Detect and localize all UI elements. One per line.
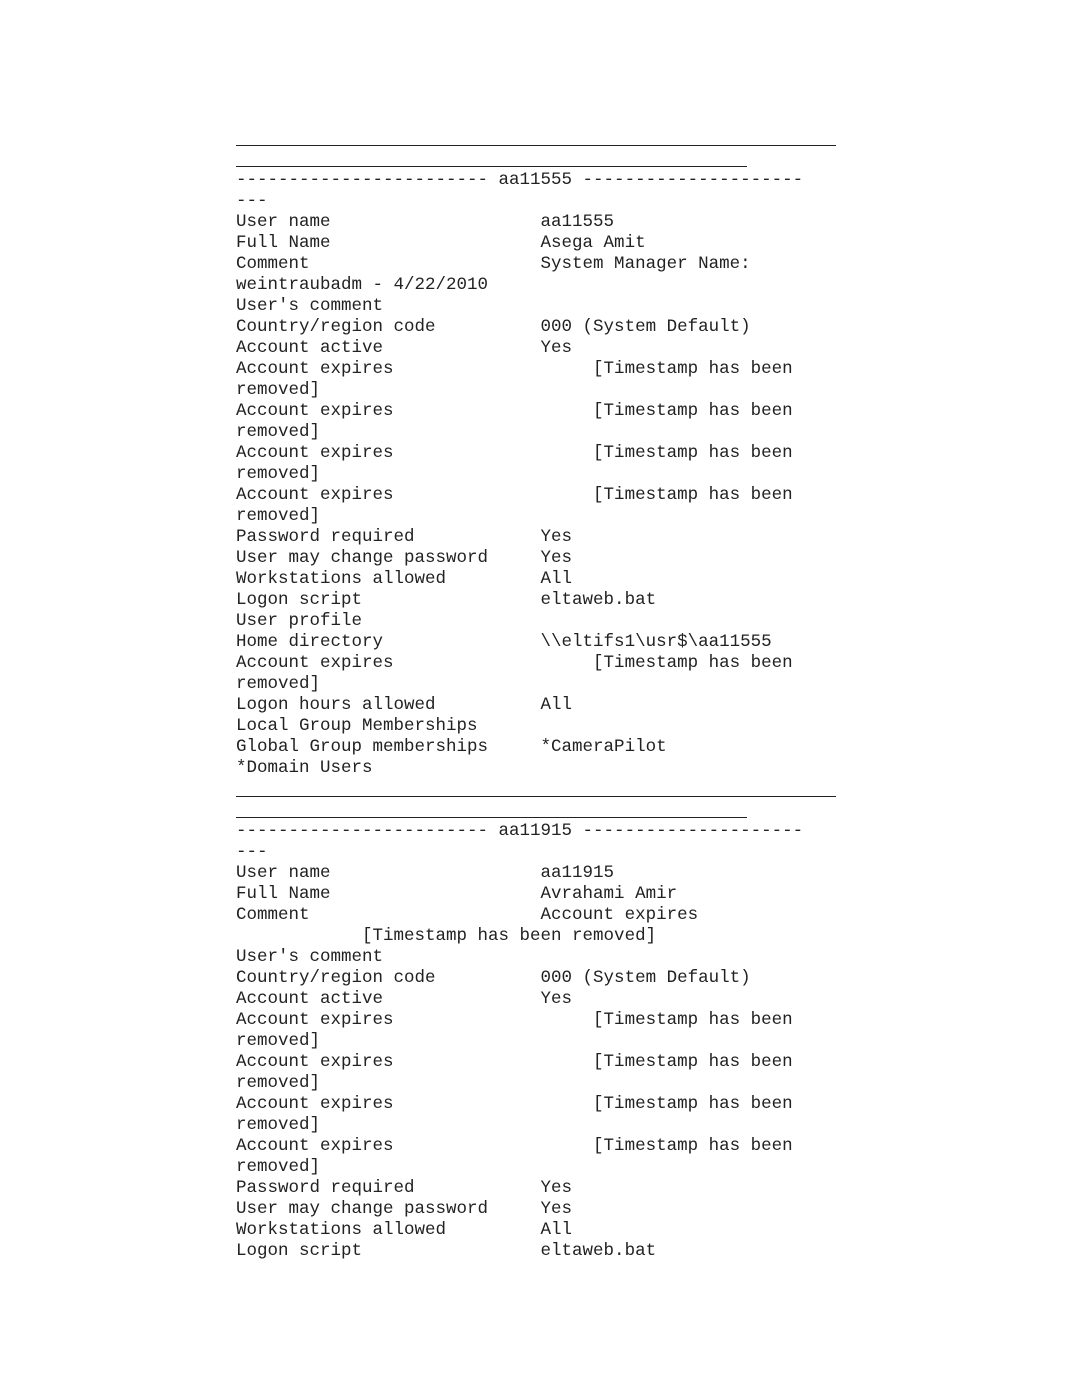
record-line: Account expires [Timestamp has been (236, 1010, 793, 1030)
document-page (236, 128, 846, 1262)
record-line: *Domain Users (236, 758, 373, 778)
record-line: User name aa11555 (236, 212, 615, 232)
record-header: ------------------------ aa11915 --------------------- (236, 821, 804, 841)
record-line: Account expires [Timestamp has been (236, 1136, 793, 1156)
record-line: removed] (236, 380, 321, 400)
record-header: ------------------------ aa11555 --------------------- (236, 170, 804, 190)
user-record-aa11555 (236, 128, 846, 779)
record-line: Account expires [Timestamp has been (236, 401, 793, 421)
record-header-tail: --- (236, 842, 268, 862)
record-line: Account expires [Timestamp has been (236, 359, 793, 379)
record-line: Comment System Manager Name: (236, 254, 751, 274)
record-line: Global Group memberships *CameraPilot (236, 737, 667, 757)
record-line: Account expires [Timestamp has been (236, 1052, 793, 1072)
record-line: removed] (236, 674, 321, 694)
record-line: [Timestamp has been removed] (236, 926, 657, 946)
record-line: Password required Yes (236, 1178, 573, 1198)
record-line: User may change password Yes (236, 1199, 573, 1219)
record-line: Account expires [Timestamp has been (236, 485, 793, 505)
record-line: removed] (236, 506, 321, 526)
separator-rule-short (236, 800, 846, 821)
record-line: Account expires [Timestamp has been (236, 443, 793, 463)
record-line: weintraubadm - 4/22/2010 (236, 275, 489, 295)
record-line: Account active Yes (236, 338, 573, 358)
record-line: Workstations allowed All (236, 1220, 573, 1240)
record-line: Logon script eltaweb.bat (236, 1241, 657, 1261)
separator-rule-long (236, 128, 846, 149)
record-line: Local Group Memberships (236, 716, 478, 736)
record-line: removed] (236, 1031, 321, 1051)
record-line: Account expires [Timestamp has been (236, 1094, 793, 1114)
record-line: Logon hours allowed All (236, 695, 573, 715)
separator-rule-long (236, 779, 846, 800)
record-line: Account expires [Timestamp has been (236, 653, 793, 673)
record-line: User's comment (236, 296, 384, 316)
record-line: Home directory \\eltifs1\usr$\aa11555 (236, 632, 772, 652)
record-line: Workstations allowed All (236, 569, 573, 589)
record-line: User may change password Yes (236, 548, 573, 568)
record-line: removed] (236, 1115, 321, 1135)
record-line: User profile (236, 611, 363, 631)
record-line: Country/region code 000 (System Default) (236, 317, 751, 337)
record-line: removed] (236, 1073, 321, 1093)
record-line: Country/region code 000 (System Default) (236, 968, 751, 988)
record-line: removed] (236, 464, 321, 484)
user-record-aa11915 (236, 779, 846, 1262)
record-line: Full Name Avrahami Amir (236, 884, 678, 904)
record-header-tail: --- (236, 191, 268, 211)
record-line: User's comment (236, 947, 384, 967)
record-line: Account active Yes (236, 989, 573, 1009)
record-line: User name aa11915 (236, 863, 615, 883)
record-line: removed] (236, 1157, 321, 1177)
separator-rule-short (236, 149, 846, 170)
record-line: Logon script eltaweb.bat (236, 590, 657, 610)
record-line: Full Name Asega Amit (236, 233, 646, 253)
record-line: Password required Yes (236, 527, 573, 547)
record-line: Comment Account expires (236, 905, 699, 925)
record-line: removed] (236, 422, 321, 442)
